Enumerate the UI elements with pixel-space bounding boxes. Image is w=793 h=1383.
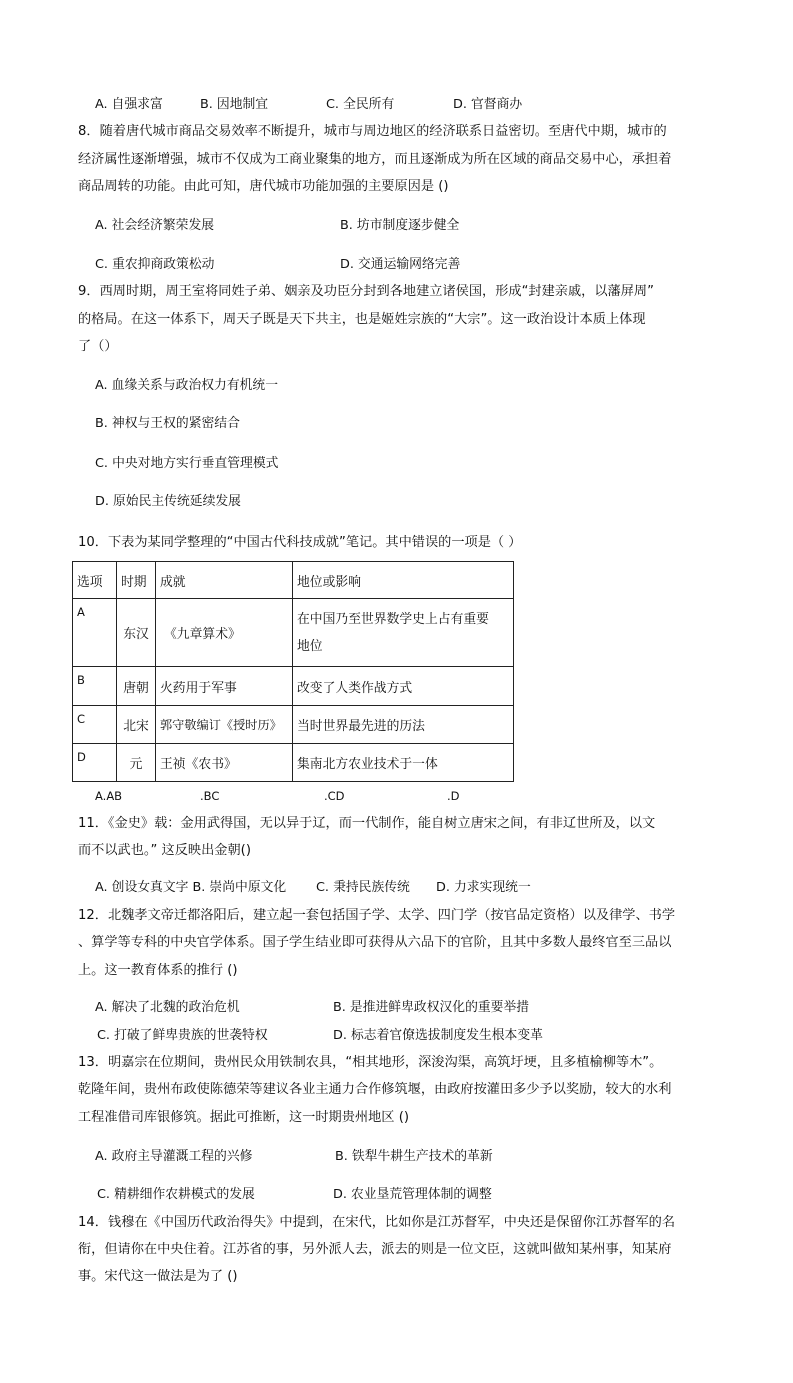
q9-option-d: D. 原始民主传统延续发展 bbox=[95, 494, 241, 509]
table-cell-letter: D bbox=[73, 744, 117, 782]
q12-stem-line: 、算学等专科的中央官学体系。国子学生结业即可获得从六品下的官阶，且其中多数人最终官至三品以 bbox=[78, 935, 672, 950]
q8-stem-line: 8．随着唐代城市商品交易效率不断提升，城市与周边地区的经济联系日益密切。至唐代中期，城市的 bbox=[78, 124, 667, 139]
table-cell-achievement: 王祯《农书》 bbox=[156, 744, 293, 782]
q13-stem-line: 工程准借司库银修筑。据此可推断，这一时期贵州地区 () bbox=[78, 1110, 409, 1125]
table-cell-achievement: 火药用于军事 bbox=[156, 667, 293, 706]
q7-option-a: A. 自强求富 bbox=[95, 97, 163, 112]
table-header-row bbox=[73, 562, 514, 599]
q9-option-c: C. 中央对地方实行垂直管理模式 bbox=[95, 456, 279, 471]
table-row bbox=[73, 706, 514, 744]
q10-option-b: .BC bbox=[200, 789, 220, 803]
q11-stem-line: 而不以武也。” 这反映出金朝() bbox=[78, 843, 251, 858]
table-header-cell: 时期 bbox=[117, 562, 156, 599]
impact-line: 在中国乃至世界数学史上占有重要 bbox=[297, 611, 489, 627]
q8-option-a: A. 社会经济繁荣发展 bbox=[95, 218, 215, 233]
q10-option-c: .CD bbox=[324, 789, 345, 803]
q11-option-c: C. 秉持民族传统 bbox=[316, 880, 410, 895]
q12-option-a: A. 解决了北魏的政治危机 bbox=[95, 1000, 240, 1015]
q9-stem-line: 9．西周时期，周王室将同姓子弟、姻亲及功臣分封到各地建立诸侯国，形成“封建亲戚，以藩屏周” bbox=[78, 284, 654, 299]
table-header-cell: 地位或影响 bbox=[293, 562, 514, 599]
q8-option-c: C. 重农抑商政策松动 bbox=[95, 257, 215, 272]
impact-line: 地位 bbox=[297, 638, 323, 654]
table-cell-impact bbox=[293, 599, 514, 667]
q8-stem-line: 经济属性逐渐增强，城市不仅成为工商业聚集的地方，而且逐渐成为所在区域的商品交易中心，承担着 bbox=[78, 152, 672, 167]
table-row bbox=[73, 599, 514, 667]
table-header-cell: 选项 bbox=[73, 562, 117, 599]
table-cell-period: 唐朝 bbox=[117, 667, 156, 706]
q10-table bbox=[72, 561, 514, 782]
table-cell-letter: B bbox=[73, 667, 117, 706]
table-header-cell: 成就 bbox=[156, 562, 293, 599]
table-cell-impact: 当时世界最先进的历法 bbox=[293, 706, 514, 744]
q10-option-d: .D bbox=[447, 789, 460, 803]
q13-option-b: B. 铁犁牛耕生产技术的革新 bbox=[335, 1149, 493, 1164]
table-row bbox=[73, 667, 514, 706]
table-cell-period: 元 bbox=[117, 744, 156, 782]
q14-stem-line: 14．钱穆在《中国历代政治得失》中提到，在宋代，比如你是江苏督军，中央还是保留你江苏督军的名 bbox=[78, 1215, 676, 1230]
q13-stem-line: 乾隆年间，贵州布政使陈德荣等建议各业主通力合作修筑堰，由政府按灌田多少予以奖励，较大的水利 bbox=[78, 1082, 672, 1097]
q7-option-d: D. 官督商办 bbox=[453, 97, 523, 112]
q14-stem-line: 事。宋代这一做法是为了 () bbox=[78, 1269, 238, 1284]
q13-stem-line: 13．明嘉宗在位期间，贵州民众用铁制农具，“相其地形，深浚沟渠，高筑圩埂，且多植榆柳等木”。 bbox=[78, 1055, 663, 1070]
q12-option-b: B. 是推进鲜卑政权汉化的重要举措 bbox=[333, 1000, 530, 1015]
q13-option-d: D. 农业垦荒管理体制的调整 bbox=[333, 1187, 492, 1202]
q11-option-d: D. 力求实现统一 bbox=[436, 880, 531, 895]
q9-stem-line: 的格局。在这一体系下，周天子既是天下共主，也是姬姓宗族的“大宗”。这一政治设计本质上体现 bbox=[78, 312, 646, 327]
q13-option-c: C. 精耕细作农耕模式的发展 bbox=[97, 1187, 255, 1202]
q8-option-b: B. 坊市制度逐步健全 bbox=[340, 218, 460, 233]
q13-option-a: A. 政府主导灌溉工程的兴修 bbox=[95, 1149, 253, 1164]
table-cell-letter: C bbox=[73, 706, 117, 744]
table-cell-period: 北宋 bbox=[117, 706, 156, 744]
table-cell-impact: 改变了人类作战方式 bbox=[293, 667, 514, 706]
table-cell-achievement: 《九章算术》 bbox=[156, 599, 293, 667]
q8-stem-line: 商品周转的功能。由此可知，唐代城市功能加强的主要原因是 () bbox=[78, 179, 449, 194]
q12-option-c: C. 打破了鲜卑贵族的世袭特权 bbox=[97, 1028, 268, 1043]
q7-option-b: B. 因地制宜 bbox=[200, 97, 269, 112]
q10-option-a: A.AB bbox=[95, 789, 123, 803]
q12-stem-line: 12．北魏孝文帝迁都洛阳后，建立起一套包括国子学、太学、四门学（按官品定资格）以及律学、书学 bbox=[78, 908, 676, 923]
q10-stem: 10．下表为某同学整理的“中国古代科技成就”笔记。其中错误的一项是（ ） bbox=[78, 535, 522, 550]
table-cell-period: 东汉 bbox=[117, 599, 156, 667]
q12-option-d: D. 标志着官僚选拔制度发生根本变革 bbox=[333, 1028, 543, 1043]
q14-stem-line: 衔，但请你在中央住着。江苏省的事，另外派人去，派去的则是一位文臣，这就叫做知某州事，知某府 bbox=[78, 1242, 672, 1257]
q7-option-c: C. 全民所有 bbox=[326, 97, 395, 112]
q9-option-b: B. 神权与王权的紧密结合 bbox=[95, 416, 240, 431]
q9-option-a: A. 血缘关系与政治权力有机统一 bbox=[95, 378, 279, 393]
table-cell-impact: 集南北方农业技术于一体 bbox=[293, 744, 514, 782]
q11-option-ab: A. 创设女真文字 B. 崇尚中原文化 bbox=[95, 880, 287, 895]
q9-stem-line: 了（） bbox=[78, 339, 118, 354]
table-cell-achievement: 郭守敬编订《授时历》 bbox=[156, 706, 293, 744]
q8-option-d: D. 交通运输网络完善 bbox=[340, 257, 461, 272]
q12-stem-line: 上。这一教育体系的推行 () bbox=[78, 963, 238, 978]
table-row bbox=[73, 744, 514, 782]
q11-stem-line: 11．《金史》载：金用武得国，无以异于辽，而一代制作，能自树立唐宋之间，有非辽世所及，以文 bbox=[78, 816, 656, 831]
table-cell-letter: A bbox=[73, 599, 117, 667]
